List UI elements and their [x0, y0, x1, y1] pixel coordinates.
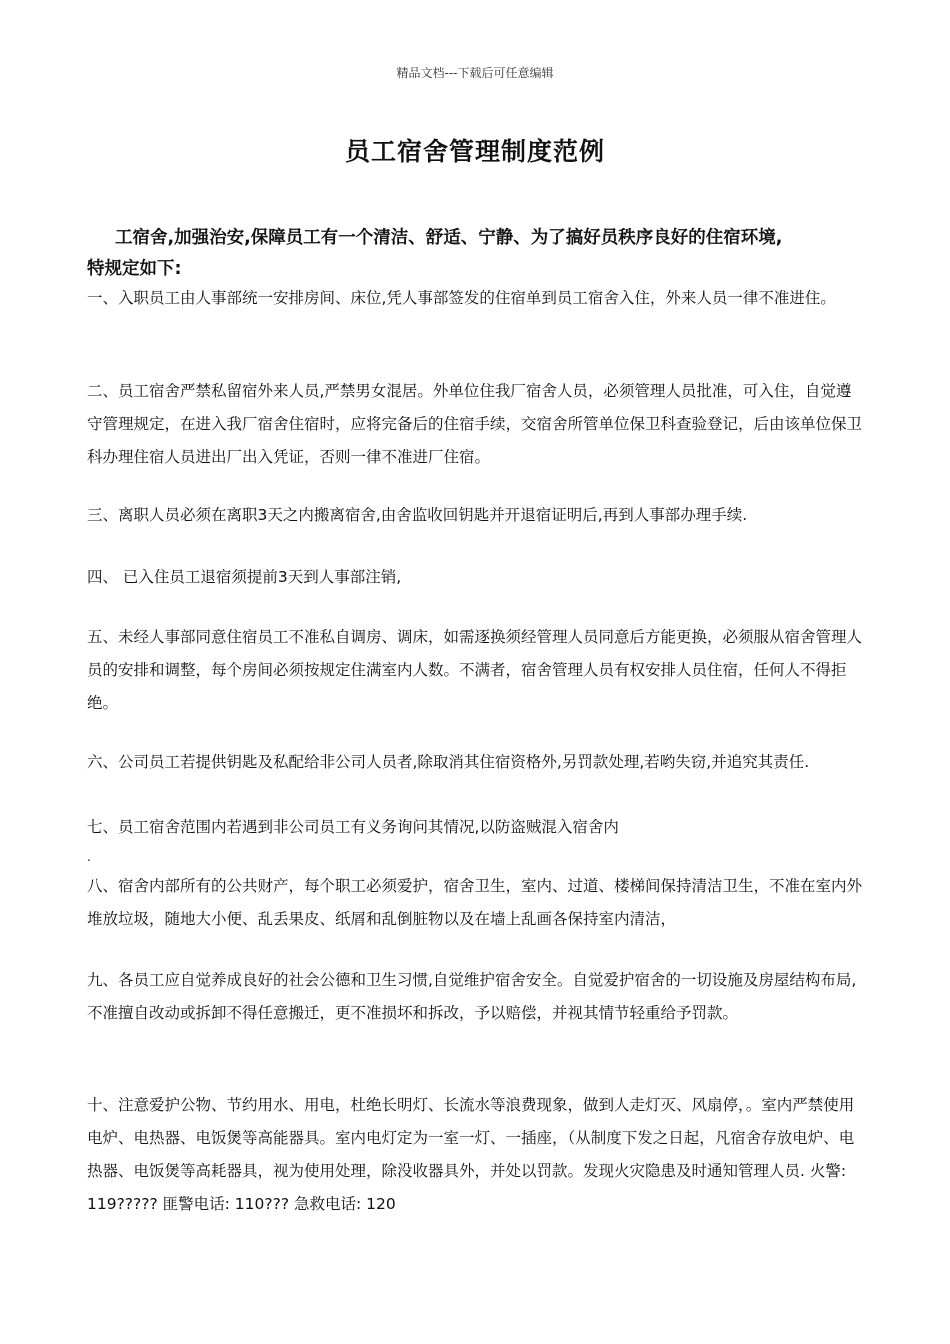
rule-3: 三、离职人员必须在离职3天之内搬离宿舍,由舍监收回钥匙并开退宿证明后,再到人事部办理手续.	[87, 506, 748, 524]
stray-dot: .	[87, 850, 91, 864]
rule-6: 六、公司员工若提供钥匙及私配给非公司人员者,除取消其住宿资格外,另罚款处理,若哟失窃,并追究其责任.	[87, 753, 810, 771]
intro-line-1: 工宿舍,加强治安,保障员工有一个清洁、舒适、宁静、为了搞好员秩序良好的住宿环境,	[115, 228, 783, 248]
intro-line-2: 特规定如下:	[87, 259, 182, 279]
document-title: 员工宿舍管理制度范例	[344, 137, 605, 166]
page-header: 精品文档---下载后可任意编辑	[396, 66, 554, 80]
rule-5: 五、未经人事部同意住宿员工不准私自调房、调床，如需逐换须经管理人员同意后方能更换，必须服从宿舍管理人员的安排和调整，每个房间必须按规定住满室内人数。不满者，宿舍管理人员有权安排人员住宿，任何人不得拒绝。	[87, 628, 863, 712]
rule-1: 一、入职员工由人事部统一安排房间、床位,凭人事部签发的住宿单到员工宿舍入住，外来人员一律不准进住。	[87, 289, 836, 307]
intro-paragraph	[87, 223, 867, 285]
rule-9: 九、各员工应自觉养成良好的社会公德和卫生习惯,自觉维护宿舍安全。自觉爱护宿舍的一切设施及房屋结构布局,不准擅自改动或拆卸不得任意搬迁，更不准损坏和拆改，予以赔偿，并视其情节轻重给予罚款。	[87, 971, 857, 1022]
rule-8: 八、宿舍内部所有的公共财产，每个职工必须爱护，宿舍卫生，室内、过道、楼梯间保持清洁卫生，不准在室内外堆放垃圾，随地大小便、乱丢果皮、纸屑和乱倒脏物以及在墙上乱画各保持室内清洁，	[87, 877, 863, 928]
rule-10: 十、注意爱护公物、节约用水、用电，杜绝长明灯、长流水等浪费现象，做到人走灯灭、风扇停，。室内严禁使用电炉、电热器、电饭煲等高能器具。室内电灯定为一室一灯、一插座，（从制度下发之日起，凡宿舍存放电炉、电热器、电饭煲等高耗器具，视为使用处理，除没收器具外，并处以罚款。发现火灾隐患及时通知管理人员. 火警: 119????? 匪警电话: 110??? 急救电话: 120	[87, 1096, 855, 1213]
rule-2: 二、员工宿舍严禁私留宿外来人员,严禁男女混居。外单位住我厂宿舍人员，必须管理人员批准，可入住，自觉遵守管理规定，在进入我厂宿舍住宿时，应将完备后的住宿手续，交宿舍所管单位保卫科查验登记，后由该单位保卫科办理住宿人员进出厂出入凭证，否则一律不准进厂住宿。	[87, 382, 863, 466]
rule-7: 七、员工宿舍范围内若遇到非公司员工有义务询问其情况,以防盗贼混入宿舍内	[87, 818, 619, 836]
rule-4: 四、 已入住员工退宿须提前3天到人事部注销,	[87, 568, 402, 586]
